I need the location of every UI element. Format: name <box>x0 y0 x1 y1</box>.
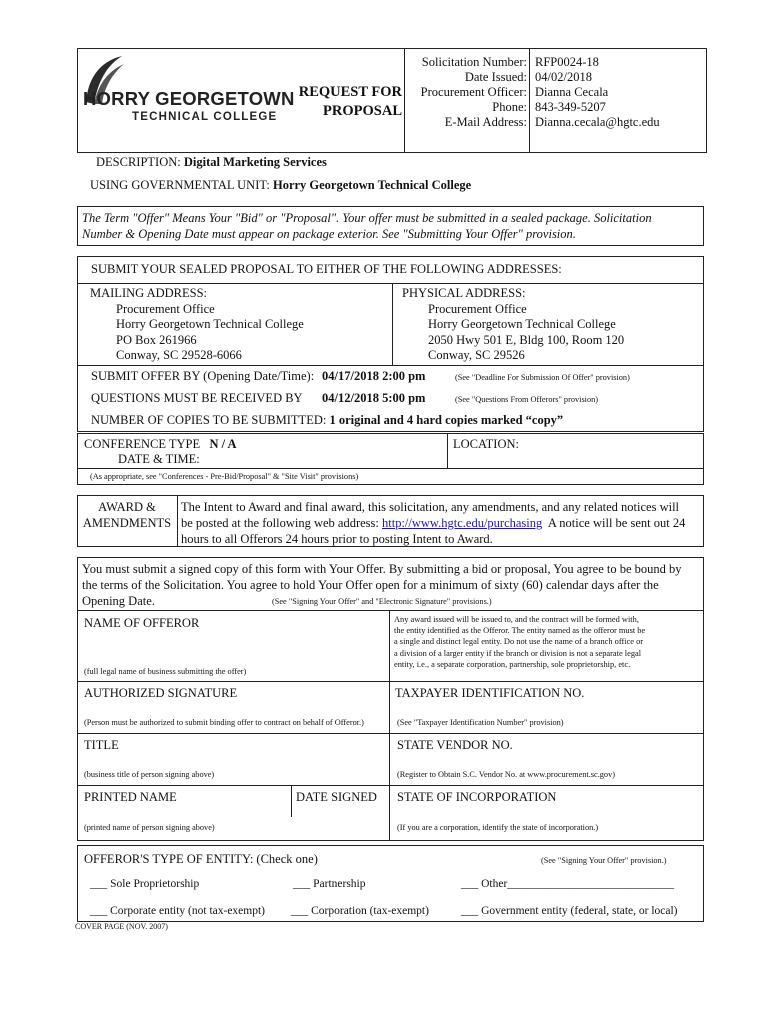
procurement-officer-value: Dianna Cecala <box>535 85 609 99</box>
award-label-line1: AWARD & <box>98 500 156 514</box>
logo-line1: HORRY GEORGETOWN <box>83 88 295 109</box>
unit-label: USING GOVERNMENTAL UNIT: <box>90 178 270 192</box>
award-entity-line: a single and distinct legal entity. Do not use the name of a branch office or <box>394 637 644 647</box>
physical-line: 2050 Hwy 501 E, Bldg 100, Room 120 <box>428 332 625 347</box>
copies-value: 1 original and 4 hard copies marked “copy” <box>329 413 564 427</box>
vendor-field[interactable] <box>392 752 700 767</box>
signing-note: (See "Signing Your Offer" and "Electronic Signature" provisions.) <box>272 597 492 606</box>
conference-datetime-label: DATE & TIME: <box>118 452 200 466</box>
submit-offer-value: 04/17/2018 2:00 pm <box>322 369 426 383</box>
submit-offer-note: (See "Deadline For Submission Of Offer" provision) <box>455 373 630 382</box>
questions-label: QUESTIONS MUST BE RECEIVED BY <box>91 391 303 405</box>
page-title <box>270 83 402 121</box>
authorized-signature-label: AUTHORIZED SIGNATURE <box>84 686 238 700</box>
email-label: E-Mail Address: <box>444 115 527 129</box>
procurement-officer-label: Procurement Officer: <box>420 85 527 99</box>
physical-line: Conway, SC 29526 <box>428 348 525 362</box>
mailing-line: Procurement Office <box>116 301 215 316</box>
title-line2: PROPOSAL <box>323 103 402 119</box>
offeror-name-label: NAME OF OFFEROR <box>84 616 200 630</box>
solicitation-number-label: Solicitation Number: <box>421 55 527 69</box>
signing-line3: Opening Date. <box>82 594 155 608</box>
incorporation-field[interactable] <box>392 804 700 819</box>
entity-option-partnership[interactable]: ___ Partnership <box>293 878 366 890</box>
entity-note: (See "Signing Your Offer" provision.) <box>541 856 667 865</box>
conference-type-value: N / A <box>209 437 237 451</box>
award-entity-line: a division of a larger entity if the branch or division is not a separate legal <box>394 648 642 658</box>
description-label: DESCRIPTION: <box>96 155 181 169</box>
tin-note: (See "Taxpayer Identification Number" provision) <box>397 718 564 727</box>
submit-offer-label: SUBMIT OFFER BY (Opening Date/Time): <box>91 369 315 383</box>
award-text-line2: be posted at the following web address: http://www.hgtc.edu/purchasing A notice will be sent out 24 <box>181 516 686 530</box>
title-label: TITLE <box>84 738 119 752</box>
incorporation-label: STATE OF INCORPORATION <box>397 790 557 804</box>
solicitation-number-value: RFP0024-18 <box>535 55 599 69</box>
purchasing-link[interactable]: http://www.hgtc.edu/purchasing <box>382 516 543 530</box>
printed-name-label: PRINTED NAME <box>84 790 177 804</box>
printed-name-note: (printed name of person signing above) <box>84 823 215 832</box>
vendor-label: STATE VENDOR NO. <box>397 738 513 752</box>
questions-note: (See "Questions From Offerors" provision) <box>455 395 599 404</box>
entity-option-corporation-exempt[interactable]: ___ Corporation (tax-exempt) <box>291 905 429 917</box>
printed-name-field[interactable] <box>80 804 288 816</box>
tin-field[interactable] <box>392 700 700 715</box>
submit-heading: SUBMIT YOUR SEALED PROPOSAL TO EITHER OF THE FOLLOWING ADDRESSES: <box>91 262 562 276</box>
email-value[interactable]: Dianna.cecala@hgtc.edu <box>535 115 660 129</box>
award-entity-text <box>394 614 645 670</box>
entity-option-other[interactable]: ___ Other_____________________________ <box>461 878 675 890</box>
unit-value: Horry Georgetown Technical College <box>272 178 472 192</box>
offeror-name-note: (full legal name of business submitting the offer) <box>84 667 247 676</box>
description-value: Digital Marketing Services <box>183 155 327 169</box>
conference-type <box>84 437 237 452</box>
conference-type-label: CONFERENCE TYPE <box>84 437 201 451</box>
phone-label: Phone: <box>492 100 527 114</box>
mailing-address <box>90 286 304 364</box>
physical-address <box>402 286 624 364</box>
award-entity-line: Any award issued will be issued to, and the contract will be formed with, <box>394 615 639 624</box>
copies-label: NUMBER OF COPIES TO BE SUBMITTED: <box>91 413 327 427</box>
award-label <box>79 499 175 531</box>
entity-option-corporate-not-exempt[interactable]: ___ Corporate entity (not tax-exempt) <box>90 905 266 917</box>
authorized-signature-note: (Person must be authorized to submit binding offer to contract on behalf of Offeror.) <box>84 718 364 727</box>
physical-line: Horry Georgetown Technical College <box>428 317 616 331</box>
offeror-name-field[interactable] <box>80 633 386 663</box>
description-row <box>96 155 327 170</box>
date-signed-field[interactable] <box>294 804 386 816</box>
governmental-unit-row <box>90 178 471 193</box>
mailing-address-label: MAILING ADDRESS: <box>90 286 208 300</box>
phone-value: 843-349-5207 <box>535 100 606 114</box>
questions-value: 04/12/2018 5:00 pm <box>322 391 426 405</box>
college-logo <box>80 52 295 130</box>
award-entity-line: the entity identified as the Offeror. The entity named as the offeror must be <box>394 626 646 636</box>
conference-location-label: LOCATION: <box>453 437 519 451</box>
signing-line1: You must submit a signed copy of this form with Your Offer. By submitting a bid or proposal, You agree to be bound by <box>82 562 682 576</box>
mailing-line: Horry Georgetown Technical College <box>116 317 304 331</box>
tin-label: TAXPAYER IDENTIFICATION NO. <box>395 686 585 700</box>
date-issued-label: Date Issued: <box>464 70 527 84</box>
header-field-labels <box>406 55 527 130</box>
mailing-line: PO Box 261966 <box>116 332 197 347</box>
entity-label: OFFEROR'S TYPE OF ENTITY: (Check one) <box>84 852 318 866</box>
entity-option-government[interactable]: ___ Government entity (federal, state, or local) <box>461 905 678 917</box>
physical-address-label: PHYSICAL ADDRESS: <box>402 286 526 300</box>
signing-line2: the terms of the Solicitation. You agree to hold Your Offer open for a minimum of sixty (60) calendar days after the <box>82 578 659 592</box>
offer-term-text <box>82 211 652 242</box>
footer-text: COVER PAGE (NOV. 2007) <box>75 922 168 931</box>
title-note: (business title of person signing above) <box>84 770 215 779</box>
entity-option-sole-proprietorship[interactable]: ___ Sole Proprietorship <box>90 878 200 890</box>
authorized-signature-field[interactable] <box>80 700 386 715</box>
header-field-values <box>535 55 705 130</box>
offer-term-line1: The Term "Offer" Means Your "Bid" or "Proposal". Your offer must be submitted in a sealed package. Solicitation <box>82 211 652 225</box>
offer-term-line2: Number & Opening Date must appear on package exterior. See "Submitting Your Offer" provision. <box>82 226 576 241</box>
title-line1: REQUEST FOR <box>298 84 402 100</box>
incorporation-note: (If you are a corporation, identify the state of incorporation.) <box>397 823 599 832</box>
vendor-note: (Register to Obtain S.C. Vendor No. at www.procurement.sc.gov) <box>397 770 615 779</box>
physical-line: Procurement Office <box>428 301 527 316</box>
logo-line2: TECHNICAL COLLEGE <box>132 111 278 123</box>
award-label-line2: AMENDMENTS <box>82 516 172 530</box>
award-text-line1: The Intent to Award and final award, this solicitation, any amendments, and any related notices will <box>181 500 680 514</box>
conference-note: (As appropriate, see "Conferences - Pre-Bid/Proposal" & "Site Visit" provisions) <box>90 472 359 481</box>
award-text-line3: hours to all Offerors 24 hours prior to posting Intent to Award. <box>181 532 493 546</box>
copies-row <box>91 413 563 428</box>
date-issued-value: 04/02/2018 <box>535 70 592 84</box>
date-signed-label: DATE SIGNED <box>296 790 377 804</box>
award-entity-line: entity, i.e., a separate corporation, partnership, sole proprietorship, etc. <box>394 659 631 669</box>
award-text <box>181 499 685 547</box>
title-field[interactable] <box>80 752 386 767</box>
mailing-line: Conway, SC 29528-6066 <box>116 348 242 362</box>
